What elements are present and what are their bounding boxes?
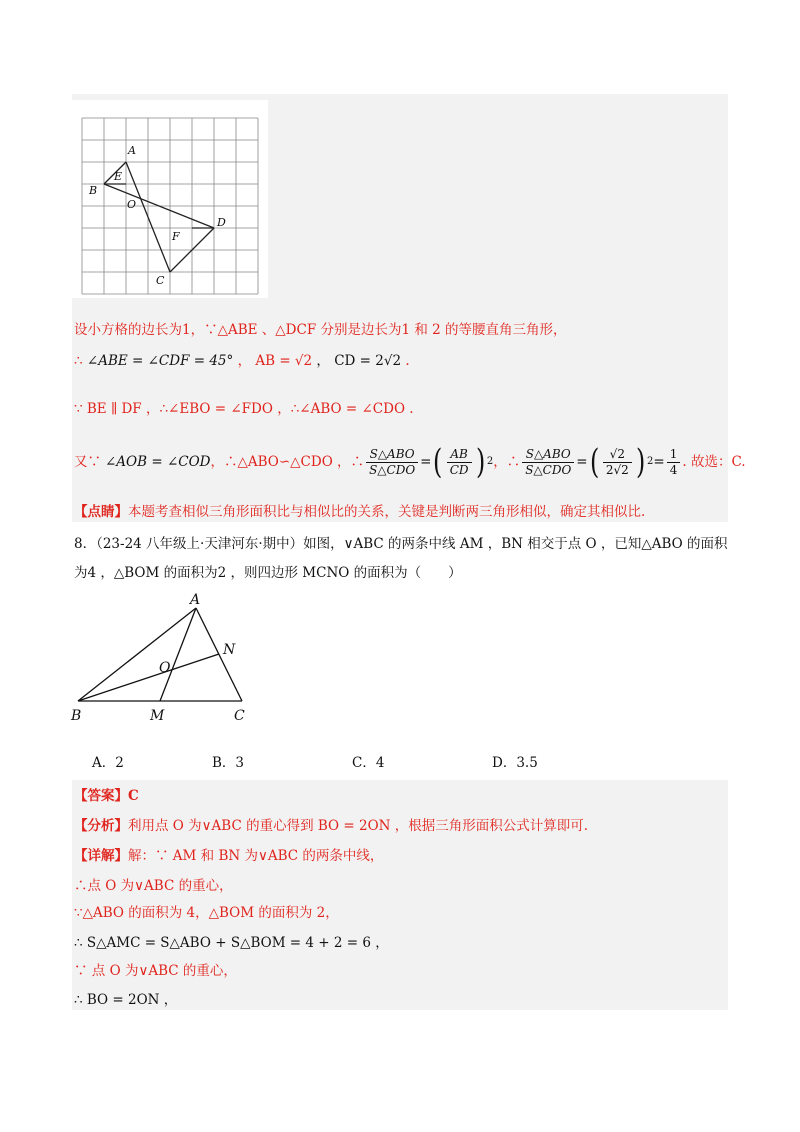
label-e: E	[114, 170, 123, 183]
question-line-2: 为4 ，△BOM 的面积为2 ，则四边形 MCNO 的面积为（ ）	[74, 565, 462, 581]
label-a: A	[128, 144, 136, 157]
comment-line: 【点睛】本题考查相似三角形面积比与相似比的关系，关键是判断两三角形相似，确定其相似比.	[74, 504, 646, 520]
option-d[interactable]: D．3.5	[492, 755, 538, 771]
label-n: N	[223, 642, 236, 658]
label-c2: C	[234, 708, 245, 724]
detail-line-2: ∴点 O 为∨ABC 的重心，	[74, 878, 233, 894]
question-line-1: 8．（23-24 八年级上·天津河东·期中）如图，∨ABC 的两条中线 AM ，BN 相交于点 O ，已知△ABO 的面积	[74, 536, 728, 552]
detail-line-3: ∵△ABO 的面积为 4，△BOM 的面积为 2，	[74, 905, 339, 921]
detail-line-4: ∴ S△AMC = S△ABO + S△BOM = 4 + 2 = 6 ，	[74, 935, 389, 951]
fraction-one-quarter: $\frac{1}{4}$	[667, 447, 681, 478]
option-b[interactable]: B．3	[212, 755, 245, 771]
triangle-figure-svg	[66, 590, 266, 730]
label-c: C	[156, 274, 165, 287]
label-b2: B	[71, 708, 82, 724]
solution-line-4: 又∵ ∠AOB = ∠COD ，∴△ABO∽△CDO ，∴ $\frac{\text{S△ABO}}{\text{S△CDO}}$ = ( $\frac{AB}{CD}$ ) 2 ，∴ $\frac{\text{S△ABO}}{\text{S△CDO}}$ = ( $\frac{√2}{2√2}$ ) 2 = $\frac{1}{4}$ . 故选：C.	[74, 442, 746, 482]
detail-line-5: ∵ 点 O 为∨ABC 的重心，	[74, 963, 237, 979]
detail-line-6: ∴ BO = 2ON ，	[74, 992, 178, 1008]
option-c[interactable]: C．4	[352, 755, 385, 771]
triangle-figure	[66, 590, 266, 730]
label-f: F	[172, 230, 180, 243]
fraction-root2: $\frac{√2}{2√2}$	[603, 447, 632, 478]
grid-figure	[72, 100, 268, 298]
label-o: O	[127, 198, 137, 211]
label-d: D	[217, 216, 226, 229]
median-bn	[78, 654, 219, 701]
label-a2: A	[190, 592, 201, 608]
fraction-area-ratio: $\frac{\text{S△ABO}}{\text{S△CDO}}$	[366, 447, 418, 478]
label-b: B	[89, 184, 98, 197]
option-a[interactable]: A．2	[92, 755, 124, 771]
detail-line-1: 【详解】解：∵ AM 和 BN 为∨ABC 的两条中线，	[74, 848, 384, 864]
solution-line-3: ∵ BE ∥ DF ，∴∠EBO = ∠FDO ，∴∠ABO = ∠CDO .	[74, 401, 414, 417]
label-o2: O	[159, 660, 171, 676]
fraction-ab-cd: $\frac{AB}{CD}$	[447, 447, 472, 478]
analysis-line: 【分析】利用点 O 为∨ABC 的重心得到 BO = 2ON ，根据三角形面积公式计算即可.	[74, 818, 589, 834]
label-m: M	[150, 708, 165, 724]
solution-line-2: ∴ ∠ABE = ∠CDF = 45° ， AB = √2 ， CD = 2√2 .	[74, 353, 410, 369]
fraction-area-ratio-2: $\frac{\text{S△ABO}}{\text{S△CDO}}$	[522, 447, 574, 478]
grid-figure-svg	[72, 100, 268, 298]
solution-line-1: 设小方格的边长为1，∵△ABE 、△DCF 分别是边长为1 和 2 的等腰直角三角形，	[74, 322, 567, 338]
answer-line: 【答案】C	[74, 788, 139, 804]
